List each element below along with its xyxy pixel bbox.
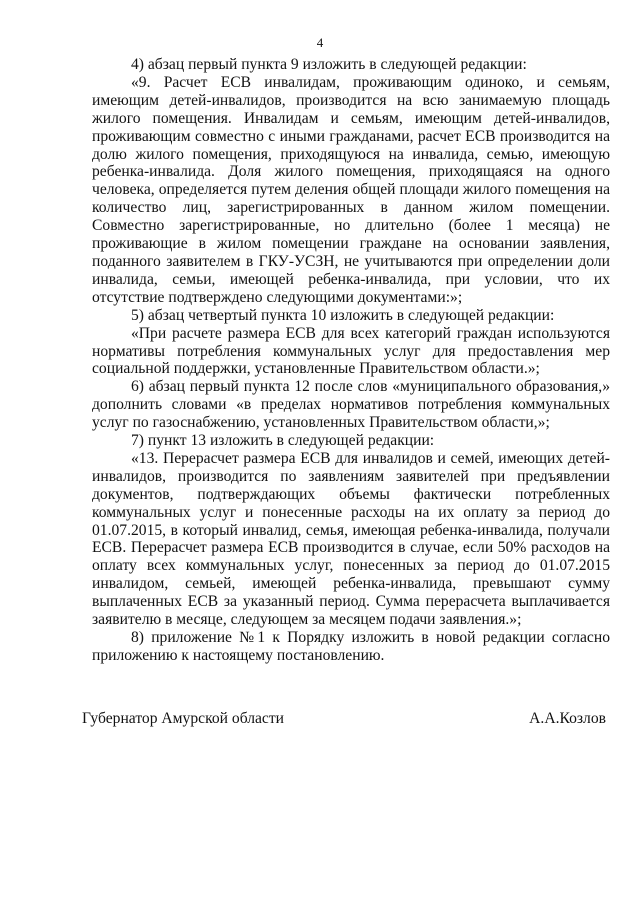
amendment-text-point-10: «При расчете размера ЕСВ для всех категорий граждан используются нормативы потребления коммунальных услуг для предоставления мер социальной поддержки, установленные Правительством области.»; bbox=[92, 324, 610, 378]
amendment-item-7: 7) пункт 13 изложить в следующей редакции: bbox=[131, 432, 435, 450]
amendment-item-5: 5) абзац четвертый пункта 10 изложить в следующей редакции: bbox=[131, 306, 555, 324]
document-body bbox=[92, 56, 610, 665]
page-number: 4 bbox=[316, 35, 324, 50]
signatory-name: А.А.Козлов bbox=[529, 710, 606, 727]
amendment-item-4: 4) абзац первый пункта 9 изложить в следующей редакции: bbox=[131, 56, 527, 73]
amendment-item-8: 8) приложение №1 к Порядку изложить в новой редакции согласно приложению к настоящему постановлению. bbox=[92, 629, 610, 664]
amendment-text-point-9: «9. Расчет ЕСВ инвалидам, проживающим одиноко, и семьям, имеющим детей-инвалидов, производится на всю занимаемую площадь жилого помещения. Инвалидам и семьям, имеющим детей-инвалидов, проживающим совместно с иными гражданами, расчет ЕСВ производится на долю жилого помещения, приходящуюся на инвалида, семью, имеющую ребенка-инвалида. Доля жилого помещения, приходящаяся на одного человека, определяется путем деления общей площади жилого помещения на количество лиц, зарегистрированных в данном жилом помещении. Совместно зарегистрированные, но длительно (более 1 месяца) не проживающие в жилом помещении граждане на основании заявления, поданного заявителем в ГКУ-УСЗН, не учитываются при определении доли инвалида, семьи, имеющей ребенка-инвалида, при условии, что их отсутствие подтверждено следующими документами:»; bbox=[92, 73, 610, 306]
amendment-text-point-13: «13. Перерасчет размера ЕСВ для инвалидов и семей, имеющих детей-инвалидов, производится по заявлениям заявителей при предъявлении документов, подтверждающих объемы фактически потребленных коммунальных услуг и понесенные расходы на их оплату за период до 01.07.2015, в который инвалид, семья, имеющая ребенка-инвалида, получали ЕСВ. Перерасчет размера ЕСВ производится в случае, если 50% расходов на оплату всех коммунальных услуг, понесенных за период до 01.07.2015 инвалидом, семьей, имеющей ребенка-инвалида, превышают сумму выплаченных ЕСВ за указанный период. Сумма перерасчета выплачивается заявителю в месяце, следующем за месяцем подачи заявления.»; bbox=[92, 449, 610, 629]
amendment-item-6: 6) абзац первый пункта 12 после слов «муниципального образования,» дополнить словами «в пределах нормативов потребления коммунальных услуг по газоснабжению, установленных Правительством области,»; bbox=[92, 378, 610, 432]
signatory-position: Губернатор Амурской области bbox=[82, 710, 285, 727]
